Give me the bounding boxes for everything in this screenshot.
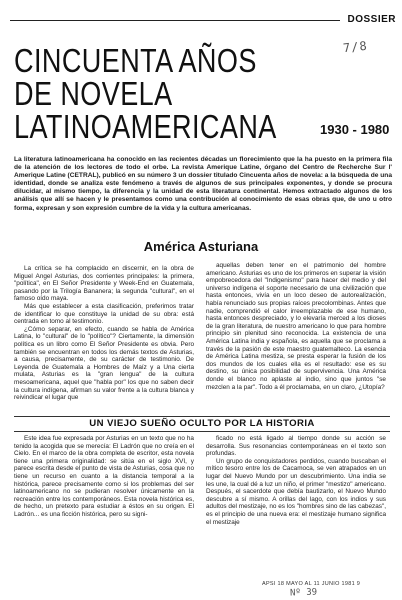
page-footer: APSI 18 MAYO AL 11 JUNIO 1981 9 bbox=[262, 581, 361, 587]
year-range: 1930 - 1980 bbox=[320, 122, 390, 137]
paragraph: Este idea fue expresada por Asturias en un texto que no ha tenido la acogida que se merecía: El Ladrón que no creía en el Cielo. En el marco de la obra completa de escritor, esta novela tiene una primera originalidad: se sitúa en el siglo XVI, y parece escrita desde el punto de vista de Asturias, cosa que no tiene un recurso en cuanto a la distancia temporal a la histórica, parece precisamente como si los problemas del ser latinoamericano no se pudieran resolver únicamente en la recreación entre los contemporáneos. Esta novela histórica es, de hecho, un pretexto para estudiar a éstos en su origen. El Ladrón... es una ficción histórica, pero su signi- bbox=[14, 435, 194, 518]
paragraph: aquellas deben tener en el patrimonio del hombre americano. Asturias es uno de los primeros en superar la visión empobrecedora del "Indigenismo" para hacer del medio y del universo indígena el soporte necesario de una civilización que hasta entonces, vivía en un loco deseo de autorealización, había renunciado sus propias raíces precolombinas. Antes que nadie, comprendió el calor irreemplazable de ese humano, hasta entonces despreciado, y lo elevaría merced a los dioses de la gran literatura, de nuestro americano lo que para hombre principio sin plenitud sino reconocida. La existencia de una América Latina india y española, es aquella que se proclama a través de la pasión de este maestro guatemalteco. La esencia de América Latina mestiza, se presta esperar la fusión de los dos mundos de los cuales ella es el resultado: ese es su destino, su única posibilidad de supervivencia. Una América donde el blanco no aplaste al indio, sino que juntos "se mezclen a la par". Todo a él proclamaba, en un claro, ¿Utopía? bbox=[206, 262, 386, 391]
column-left-section1 bbox=[14, 265, 194, 402]
paragraph: Más que establecer a esta clasificación, preferimos tratar de identificar lo que constituye la unidad de su obra: está centrada en tomo al testimonio. bbox=[14, 302, 194, 326]
paragraph: ficado no está ligado al tiempo donde su acción se desarrolla. Sus resonancias contemporáneas en el texto son profundas. bbox=[206, 435, 386, 458]
section-banner bbox=[14, 416, 390, 432]
column-right-section1 bbox=[206, 262, 386, 391]
title-line: DE NOVELA bbox=[14, 75, 173, 112]
column-left-section2 bbox=[14, 435, 194, 519]
article-title bbox=[14, 44, 277, 143]
paragraph: La crítica se ha complacido en discernir, en la obra de Miguel Angel Asturias, dos corrientes principales: la primera, "política", en El Señor Presidente y Week-End en Guatemala, pasando por la Trilogía Bananera; la segunda "cultural", en el famoso oído maya. bbox=[14, 265, 194, 303]
top-rule bbox=[10, 20, 340, 21]
title-line: CINCUENTA AÑOS bbox=[14, 42, 257, 79]
section-title-america-asturiana: América Asturiana bbox=[143, 239, 259, 254]
handwritten-stamp: Nº 39 bbox=[289, 587, 318, 599]
handwritten-mark: 7/8 bbox=[342, 38, 369, 56]
top-bar bbox=[0, 14, 402, 28]
title-line: LATINOAMERICANA bbox=[14, 108, 277, 145]
section-label: DOSSIER bbox=[347, 14, 396, 25]
section-title-viejo-sueno: UN VIEJO SUEÑO OCULTO POR LA HISTORIA bbox=[89, 418, 315, 429]
paragraph: ¿Cómo separar, en efecto, cuando se habla de América Latina, lo "cultural" de lo "político"? Ciertamente, la dimensión política es un libro como El Señor Presidente es obvia. Pero también se encuentran en todos los demás textos de Asturias, a causa, precisamente, de su carácter de testimonio. De Leyenda de Guatemala a Hombres de Maíz y a Una cierta mulata, Asturias es la "gran lengua" de la cultura mesoamericana, aquel que "habla por" los que no saben decir la cultura indígena, afirman su valor frente a la cultura blanca y reivindicar el lugar que bbox=[14, 325, 194, 402]
paragraph: Un grupo de conquistadores perdidos, cuando buscaban el mítico tesoro entre los de Cacamoca, se ven atrapados en un lugar del Nuevo Mundo por un descubrimiento. Una india se les une, la cual dé a luz un niño, el primer "mestizo" americano. Después, el sacerdote que debía bautizarlo, el Nuevo Mundo descubre a sí mismo. A orillas del lago, con los indios y sus adultos del mestizaje, no es los "hombres sino de las cabezas", es el principio de una nueva era: el mestizaje humano significa el mestizaje bbox=[206, 457, 386, 526]
intro-paragraph: La literatura latinoamericana ha conocido en las recientes décadas un florecimiento que la ha puesto en la primera fila de la atención de los lectores de todo el orbe. La revista Amerique Latine, órgano del Centro de Recherche Sur l' Amerique Latine (CETRAL), publicó en su número 3 un dossier titulado Cincuenta años de novela: a la búsqueda de una identidad, donde se analiza este fenómeno a través de algunos de sus principales exponentes, y donde se procura dilucidar, al mismo tiempo, la diferencia y la unidad de esta literatura continental. Hemos extractado algunos de los análisis que allí se hacen y le presentamos como una contribución al conocimiento de esas obras que, de uno u otro forma, expresan y son expresión cumbre de la vida y la cultura americanas. bbox=[14, 156, 392, 212]
column-right-section2 bbox=[206, 435, 386, 526]
